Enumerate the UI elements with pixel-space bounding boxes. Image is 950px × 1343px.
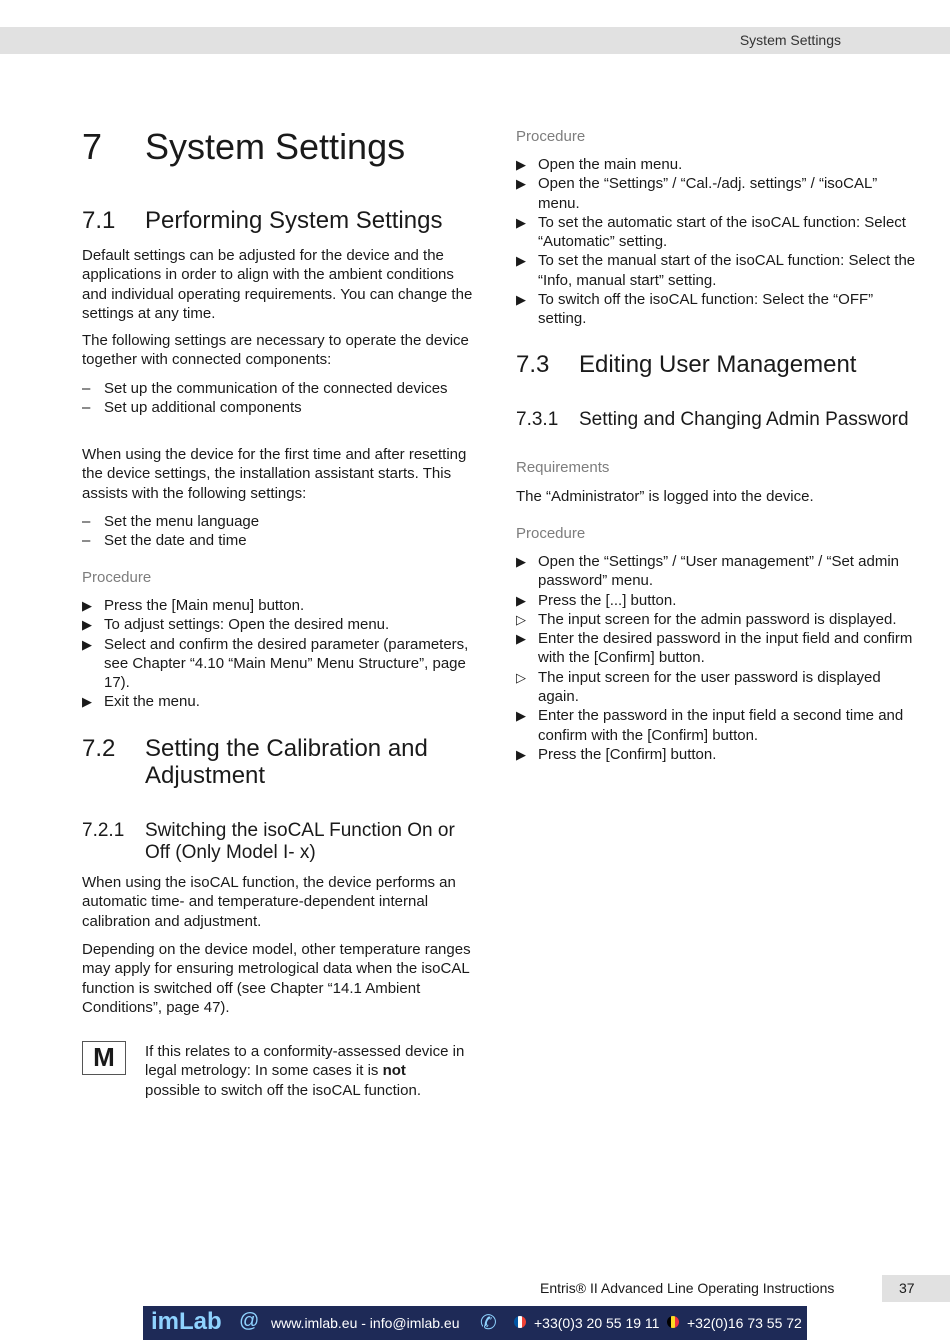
procedure-step bbox=[516, 591, 916, 610]
procedure-label: Procedure bbox=[516, 525, 586, 542]
procedure-step bbox=[516, 290, 916, 329]
action-arrow-icon: ▶ bbox=[516, 214, 526, 230]
note-text-post: possible to switch off the isoCAL function. bbox=[145, 1081, 421, 1099]
chapter-title: System Settings bbox=[145, 126, 406, 167]
step-text: Press the [...] button. bbox=[538, 591, 677, 609]
action-arrow-icon: ▶ bbox=[516, 592, 526, 608]
action-arrow-icon: ▶ bbox=[82, 694, 92, 710]
procedure-steps bbox=[516, 155, 916, 329]
action-arrow-icon: ▶ bbox=[82, 617, 92, 633]
step-text: Enter the password in the input field a second time and confirm with the [Confirm] button. bbox=[538, 707, 904, 744]
section-7-3-heading bbox=[516, 351, 916, 381]
legal-metrology-icon: M bbox=[82, 1041, 126, 1075]
action-arrow-icon: ▶ bbox=[516, 292, 526, 308]
dash-list bbox=[82, 379, 482, 418]
section-7-2-1-heading bbox=[82, 820, 482, 864]
procedure-result bbox=[516, 668, 916, 707]
result-arrow-icon: ▷ bbox=[516, 611, 526, 627]
belgium-flag-icon bbox=[667, 1316, 679, 1328]
step-text: Select and confirm the desired parameter (parameters, see Chapter “4.10 “Main Menu” Menu Structure”, page 17). bbox=[104, 635, 469, 692]
france-flag-icon bbox=[514, 1316, 526, 1328]
section-7-3-1-heading bbox=[516, 409, 936, 433]
dash-marker: – bbox=[82, 513, 91, 530]
section-number: 7.1 bbox=[82, 207, 116, 234]
web-contact-link[interactable]: www.imlab.eu - info@imlab.eu bbox=[271, 1315, 460, 1331]
note-text bbox=[145, 1042, 465, 1100]
procedure-label: Procedure bbox=[82, 569, 152, 586]
page-number-box bbox=[882, 1275, 950, 1302]
paragraph: The following settings are necessary to operate the device together with connected components: bbox=[82, 332, 469, 369]
phone-belgium[interactable]: +32(0)16 73 55 72 bbox=[687, 1315, 802, 1331]
result-arrow-icon: ▷ bbox=[516, 669, 526, 685]
section-title: Editing User Management bbox=[579, 351, 857, 378]
list-item-text: Set up additional components bbox=[104, 399, 302, 417]
list-item bbox=[82, 512, 482, 531]
procedure-step bbox=[82, 635, 472, 693]
action-arrow-icon: ▶ bbox=[516, 253, 526, 269]
procedure-step bbox=[516, 213, 916, 252]
section-number: 7.3 bbox=[516, 351, 550, 378]
requirements-label: Requirements bbox=[516, 459, 610, 476]
paragraph: Depending on the device model, other temperature ranges may apply for ensuring metrological data when the isoCAL function is switched off (see Chapter “14.1 Ambient Conditions”, page 47). bbox=[82, 941, 471, 1016]
requirements-text: The “Administrator” is logged into the device. bbox=[516, 488, 814, 505]
dash-marker: – bbox=[82, 532, 91, 550]
contact-banner bbox=[143, 1306, 807, 1340]
procedure-step bbox=[516, 174, 916, 213]
step-text: Open the “Settings” / “Cal.-/adj. settings” / “isoCAL” menu. bbox=[538, 175, 878, 212]
procedure-label: Procedure bbox=[516, 128, 586, 145]
phone-icon: ✆ bbox=[480, 1312, 497, 1334]
procedure-result bbox=[516, 610, 916, 629]
procedure-step bbox=[82, 692, 472, 711]
section-title: Setting the Calibration and Adjustment bbox=[145, 735, 428, 789]
list-item bbox=[82, 379, 482, 398]
step-text: The input screen for the user password is displayed again. bbox=[538, 668, 881, 706]
list-item-text: Set up the communication of the connected devices bbox=[104, 380, 448, 397]
section-title: Switching the isoCAL Function On or Off (Only Model I- x) bbox=[145, 820, 455, 863]
step-text: Open the “Settings” / “User management” / “Set admin password” menu. bbox=[538, 553, 899, 590]
list-item-text: Set the date and time bbox=[104, 532, 247, 550]
phone-france[interactable]: +33(0)3 20 55 19 11 bbox=[534, 1315, 660, 1331]
section-number: 7.3.1 bbox=[516, 409, 559, 430]
imlab-logo: imLab bbox=[151, 1308, 222, 1335]
procedure-step bbox=[516, 745, 916, 764]
step-text: Exit the menu. bbox=[104, 693, 200, 711]
procedure-step bbox=[516, 706, 916, 745]
section-number: 7.2.1 bbox=[82, 820, 125, 841]
procedure-step bbox=[82, 615, 472, 634]
procedure-step bbox=[516, 629, 916, 668]
step-text: The input screen for the admin password is displayed. bbox=[538, 610, 897, 628]
step-text: To adjust settings: Open the desired menu. bbox=[104, 616, 390, 634]
section-7-2-heading bbox=[82, 735, 482, 791]
dash-marker: – bbox=[82, 380, 91, 397]
paragraph: When using the device for the first time and after resetting the device settings, the installation assistant starts. This assists with the following settings: bbox=[82, 446, 467, 502]
list-item-text: Set the menu language bbox=[104, 513, 260, 530]
list-item bbox=[82, 531, 482, 550]
procedure-steps bbox=[516, 552, 916, 764]
chapter-number: 7 bbox=[82, 126, 103, 167]
running-header bbox=[0, 27, 950, 54]
paragraph: When using the isoCAL function, the device performs an automatic time- and temperature-dependent internal calibration and adjustment. bbox=[82, 874, 456, 930]
procedure-step bbox=[516, 155, 916, 174]
procedure-step bbox=[516, 552, 916, 591]
dash-list bbox=[82, 512, 482, 551]
step-text: To set the automatic start of the isoCAL function: Select “Automatic” setting. bbox=[538, 213, 906, 251]
action-arrow-icon: ▶ bbox=[82, 636, 92, 652]
step-text: Enter the desired password in the input field and confirm with the [Confirm] button. bbox=[538, 630, 913, 667]
step-text: To switch off the isoCAL function: Select the “OFF” setting. bbox=[538, 291, 874, 328]
step-text: Press the [Confirm] button. bbox=[538, 745, 717, 763]
procedure-steps bbox=[82, 596, 472, 712]
list-item bbox=[82, 398, 482, 417]
action-arrow-icon: ▶ bbox=[516, 157, 526, 172]
action-arrow-icon: ▶ bbox=[516, 746, 526, 762]
note-text-bold: not bbox=[382, 1062, 406, 1080]
section-number: 7.2 bbox=[82, 735, 116, 762]
action-arrow-icon: ▶ bbox=[516, 554, 526, 569]
action-arrow-icon: ▶ bbox=[516, 708, 526, 724]
at-icon: @ bbox=[239, 1310, 260, 1332]
action-arrow-icon: ▶ bbox=[516, 176, 526, 192]
chapter-heading bbox=[82, 126, 482, 170]
section-title: Setting and Changing Admin Password bbox=[579, 409, 909, 430]
page-number: 37 bbox=[899, 1280, 915, 1296]
section-title: Performing System Settings bbox=[145, 207, 443, 234]
step-text: Press the [Main menu] button. bbox=[104, 597, 305, 614]
note-text-pre: If this relates to a conformity-assessed device in legal metrology: In some cases it is bbox=[145, 1043, 465, 1080]
paragraph: Default settings can be adjusted for the device and the applications in order to align with the ambient conditions and individual operating requirements. You can change the settings at any time. bbox=[82, 247, 473, 322]
dash-marker: – bbox=[82, 399, 91, 417]
action-arrow-icon: ▶ bbox=[516, 631, 526, 647]
procedure-step bbox=[82, 596, 472, 615]
running-title: System Settings bbox=[739, 32, 841, 48]
procedure-step bbox=[516, 251, 916, 290]
step-text: Open the main menu. bbox=[538, 156, 683, 173]
action-arrow-icon: ▶ bbox=[82, 598, 92, 613]
step-text: To set the manual start of the isoCAL function: Select the “Info, manual start” setting. bbox=[538, 252, 916, 289]
footer-doc-title: Entris® II Advanced Line Operating Instructions bbox=[540, 1280, 835, 1296]
